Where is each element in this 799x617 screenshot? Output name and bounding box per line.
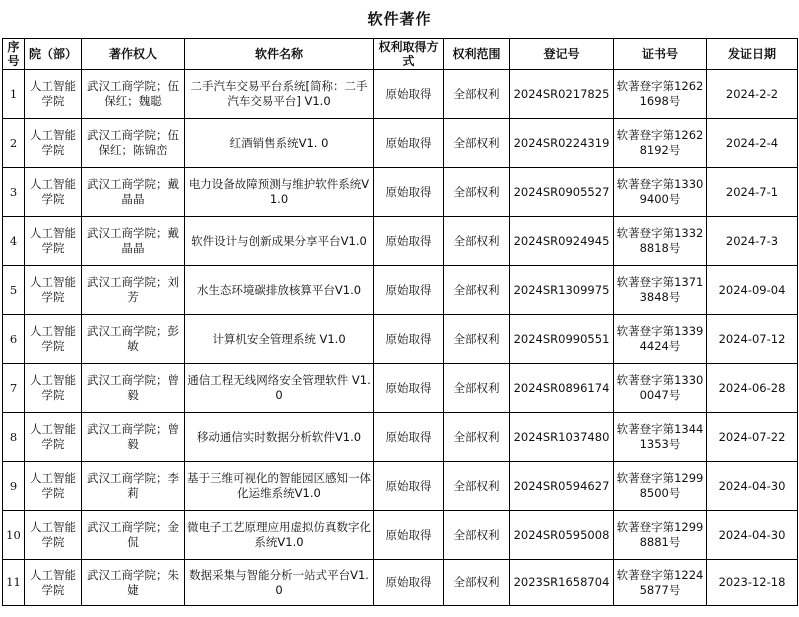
cell-issue-date: 2024-7-3 (707, 217, 798, 266)
cell-software-name: 计算机安全管理系统 V1.0 (185, 315, 374, 364)
cell-certificate-no: 软著登字第12245877号 (614, 560, 707, 606)
cell-dept: 人工智能学院 (25, 70, 82, 119)
cell-software-name: 红酒销售系统V1. 0 (185, 119, 374, 168)
cell-certificate-no: 软著登字第12621698号 (614, 70, 707, 119)
cell-scope: 全部权利 (444, 70, 510, 119)
cell-registration-no: 2024SR1309975 (510, 266, 614, 315)
cell-certificate-no: 软著登字第12998500号 (614, 462, 707, 511)
cell-software-name: 水生态环境碳排放核算平台V1.0 (185, 266, 374, 315)
header-issue-date: 发证日期 (707, 39, 798, 70)
cell-scope: 全部权利 (444, 217, 510, 266)
cell-scope: 全部权利 (444, 266, 510, 315)
cell-software-name: 电力设备故障预测与维护软件系统V1.0 (185, 168, 374, 217)
cell-method: 原始取得 (374, 315, 444, 364)
cell-owner: 武汉工商学院；伍保红；魏聪 (82, 70, 185, 119)
cell-issue-date: 2024-04-30 (707, 462, 798, 511)
cell-no: 4 (3, 217, 25, 266)
cell-no: 8 (3, 413, 25, 462)
cell-scope: 全部权利 (444, 413, 510, 462)
table-row (3, 217, 798, 266)
cell-registration-no: 2024SR0896174 (510, 364, 614, 413)
cell-registration-no: 2024SR0595008 (510, 511, 614, 560)
cell-issue-date: 2024-2-4 (707, 119, 798, 168)
cell-owner: 武汉工商学院；戴晶晶 (82, 168, 185, 217)
cell-certificate-no: 软著登字第13441353号 (614, 413, 707, 462)
table-row (3, 511, 798, 560)
cell-method: 原始取得 (374, 364, 444, 413)
cell-scope: 全部权利 (444, 364, 510, 413)
cell-owner: 武汉工商学院；彭敏 (82, 315, 185, 364)
cell-registration-no: 2024SR0990551 (510, 315, 614, 364)
cell-method: 原始取得 (374, 70, 444, 119)
cell-no: 7 (3, 364, 25, 413)
header-registration-no: 登记号 (510, 39, 614, 70)
cell-software-name: 数据采集与智能分析一站式平台V1.0 (185, 560, 374, 606)
cell-no: 11 (3, 560, 25, 606)
cell-scope: 全部权利 (444, 119, 510, 168)
table-row (3, 168, 798, 217)
cell-registration-no: 2024SR1037480 (510, 413, 614, 462)
cell-dept: 人工智能学院 (25, 217, 82, 266)
cell-certificate-no: 软著登字第12628192号 (614, 119, 707, 168)
header-acquisition-method: 权利取得方式 (374, 39, 444, 70)
cell-certificate-no: 软著登字第13713848号 (614, 266, 707, 315)
header-software-name: 软件名称 (185, 39, 374, 70)
cell-dept: 人工智能学院 (25, 364, 82, 413)
cell-registration-no: 2023SR1658704 (510, 560, 614, 606)
cell-owner: 武汉工商学院；戴晶晶 (82, 217, 185, 266)
cell-owner: 武汉工商学院；刘芳 (82, 266, 185, 315)
cell-dept: 人工智能学院 (25, 511, 82, 560)
cell-scope: 全部权利 (444, 511, 510, 560)
software-copyright-table (2, 38, 798, 606)
header-no: 序号 (3, 39, 25, 70)
cell-software-name: 微电子工艺原理应用虚拟仿真数字化系统V1.0 (185, 511, 374, 560)
header-owner: 著作权人 (82, 39, 185, 70)
cell-scope: 全部权利 (444, 168, 510, 217)
cell-no: 5 (3, 266, 25, 315)
table-row (3, 266, 798, 315)
cell-certificate-no: 软著登字第13328818号 (614, 217, 707, 266)
cell-dept: 人工智能学院 (25, 315, 82, 364)
cell-owner: 武汉工商学院；李莉 (82, 462, 185, 511)
table-row (3, 560, 798, 606)
cell-dept: 人工智能学院 (25, 560, 82, 606)
cell-dept: 人工智能学院 (25, 266, 82, 315)
cell-method: 原始取得 (374, 168, 444, 217)
cell-owner: 武汉工商学院；曾毅 (82, 413, 185, 462)
cell-no: 10 (3, 511, 25, 560)
header-dept: 院（部） (25, 39, 82, 70)
cell-no: 3 (3, 168, 25, 217)
table-row (3, 462, 798, 511)
table-row (3, 413, 798, 462)
cell-registration-no: 2024SR0224319 (510, 119, 614, 168)
cell-method: 原始取得 (374, 266, 444, 315)
table-header-row (3, 39, 798, 70)
cell-no: 9 (3, 462, 25, 511)
cell-scope: 全部权利 (444, 462, 510, 511)
cell-dept: 人工智能学院 (25, 413, 82, 462)
cell-issue-date: 2024-2-2 (707, 70, 798, 119)
cell-registration-no: 2024SR0905527 (510, 168, 614, 217)
cell-method: 原始取得 (374, 119, 444, 168)
cell-no: 2 (3, 119, 25, 168)
cell-issue-date: 2024-09-04 (707, 266, 798, 315)
cell-issue-date: 2024-06-28 (707, 364, 798, 413)
cell-issue-date: 2024-04-30 (707, 511, 798, 560)
cell-owner: 武汉工商学院；金侃 (82, 511, 185, 560)
cell-certificate-no: 软著登字第13394424号 (614, 315, 707, 364)
cell-owner: 武汉工商学院；朱婕 (82, 560, 185, 606)
cell-issue-date: 2024-07-22 (707, 413, 798, 462)
cell-method: 原始取得 (374, 462, 444, 511)
cell-no: 6 (3, 315, 25, 364)
cell-scope: 全部权利 (444, 315, 510, 364)
cell-scope: 全部权利 (444, 560, 510, 606)
header-rights-scope: 权利范围 (444, 39, 510, 70)
cell-method: 原始取得 (374, 413, 444, 462)
cell-owner: 武汉工商学院；曾毅 (82, 364, 185, 413)
cell-method: 原始取得 (374, 511, 444, 560)
cell-issue-date: 2024-7-1 (707, 168, 798, 217)
cell-certificate-no: 软著登字第12998881号 (614, 511, 707, 560)
table-row (3, 70, 798, 119)
cell-dept: 人工智能学院 (25, 462, 82, 511)
cell-issue-date: 2024-07-12 (707, 315, 798, 364)
cell-software-name: 基于三维可视化的智能园区感知一体化运维系统V1.0 (185, 462, 374, 511)
header-certificate-no: 证书号 (614, 39, 707, 70)
cell-software-name: 软件设计与创新成果分享平台V1.0 (185, 217, 374, 266)
cell-registration-no: 2024SR0217825 (510, 70, 614, 119)
cell-software-name: 通信工程无线网络安全管理软件 V1.0 (185, 364, 374, 413)
table-row (3, 364, 798, 413)
cell-dept: 人工智能学院 (25, 168, 82, 217)
cell-certificate-no: 软著登字第13309400号 (614, 168, 707, 217)
table-row (3, 315, 798, 364)
cell-software-name: 二手汽车交易平台系统[简称：二手汽车交易平台] V1.0 (185, 70, 374, 119)
cell-registration-no: 2024SR0594627 (510, 462, 614, 511)
cell-method: 原始取得 (374, 560, 444, 606)
cell-certificate-no: 软著登字第13300047号 (614, 364, 707, 413)
cell-method: 原始取得 (374, 217, 444, 266)
table-row (3, 119, 798, 168)
cell-issue-date: 2023-12-18 (707, 560, 798, 606)
cell-no: 1 (3, 70, 25, 119)
cell-dept: 人工智能学院 (25, 119, 82, 168)
page-title: 软件著作 (367, 10, 432, 28)
cell-registration-no: 2024SR0924945 (510, 217, 614, 266)
cell-owner: 武汉工商学院；伍保红；陈锦峦 (82, 119, 185, 168)
cell-software-name: 移动通信实时数据分析软件V1.0 (185, 413, 374, 462)
